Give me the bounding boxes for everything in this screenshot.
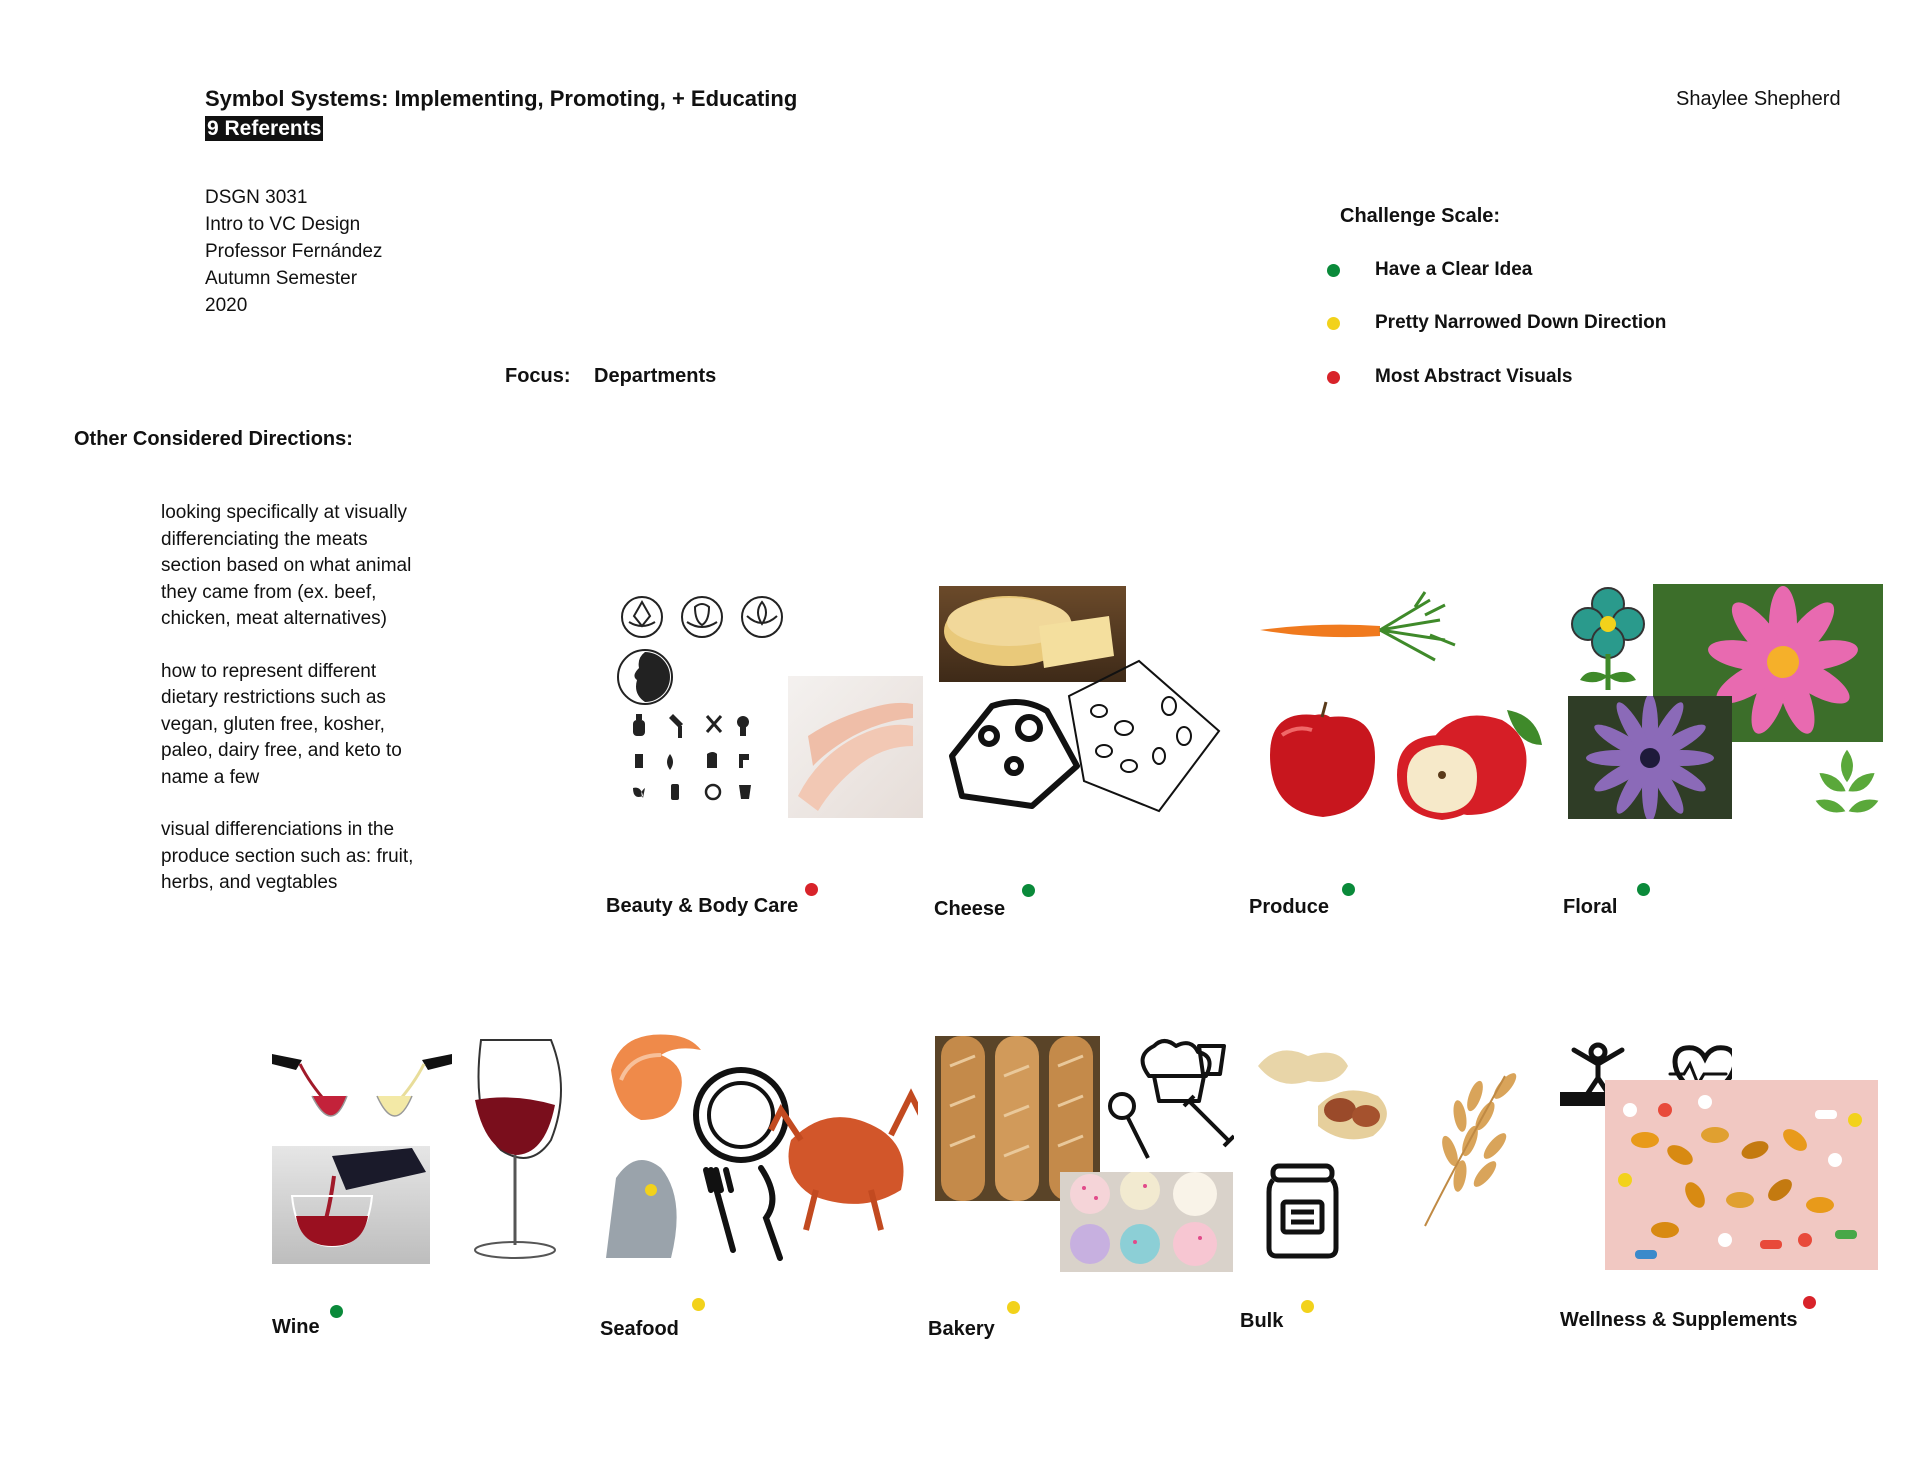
peanuts-image	[1248, 1036, 1398, 1146]
yellow-dot-icon	[692, 1298, 705, 1311]
carrot-image	[1255, 585, 1505, 675]
scale-item-clear	[1375, 259, 1532, 281]
dept-label-floral: Floral	[1563, 896, 1618, 918]
cupcakes-image	[1060, 1172, 1233, 1272]
yellow-dot-icon	[1301, 1300, 1314, 1313]
apples-image	[1262, 695, 1552, 820]
focus-label: Focus:	[505, 365, 571, 387]
course-name: Intro to VC Design	[205, 214, 361, 235]
purple-flower-image	[1568, 696, 1732, 819]
dept-label-seafood: Seafood	[600, 1318, 679, 1340]
dept-label-produce: Produce	[1249, 896, 1330, 918]
green-dot-icon	[1022, 884, 1035, 897]
page-title: Symbol Systems: Implementing, Promoting, + Educating	[205, 86, 798, 111]
scale-item-abstract	[1375, 366, 1572, 388]
challenge-scale-title: Challenge Scale:	[1340, 205, 1501, 227]
seafood-icons-image	[601, 1030, 918, 1268]
course-semester: Autumn Semester	[205, 268, 358, 289]
other-directions-title: Other Considered Directions:	[74, 428, 353, 450]
red-dot-icon	[805, 883, 818, 896]
dept-label-beauty: Beauty & Body Care	[606, 895, 799, 917]
green-dot-icon	[1327, 264, 1340, 277]
focus-value: Departments	[594, 365, 717, 387]
dept-label-wine: Wine	[272, 1316, 320, 1338]
green-dot-icon	[1342, 883, 1355, 896]
hands-lotion-image	[788, 676, 923, 818]
direction-paragraph: looking specifically at visually differenciating the meats section based on what animal they came from (ex. beef, chicken, meat alternatives)	[161, 502, 412, 629]
green-dot-icon	[330, 1305, 343, 1318]
succulent-icon	[1808, 742, 1886, 820]
course-professor: Professor Fernández	[205, 241, 383, 262]
dept-label-bulk: Bulk	[1240, 1310, 1284, 1332]
other-directions-list	[161, 500, 421, 923]
scale-item-narrowed	[1375, 312, 1666, 334]
wine-pour-image	[272, 1046, 452, 1146]
yellow-dot-icon	[1007, 1301, 1020, 1314]
scale-label: Pretty Narrowed Down Direction	[1375, 312, 1667, 333]
cheese-icons-image	[944, 646, 1229, 816]
green-dot-icon	[1637, 883, 1650, 896]
wine-glass-image	[463, 1030, 568, 1267]
red-dot-icon	[1327, 371, 1340, 384]
page-subtitle: 9 Referents	[207, 117, 322, 140]
direction-paragraph: how to represent different dietary restrictions such as vegan, gluten free, kosher, paleo, dairy free, and keto to name a few	[161, 660, 402, 788]
direction-paragraph: visual differenciations in the produce section such as: fruit, herbs, and vegtables	[161, 819, 414, 893]
jar-icon	[1265, 1160, 1340, 1260]
dept-label-wellness: Wellness & Supplements	[1560, 1309, 1798, 1331]
pills-image	[1605, 1080, 1878, 1270]
course-code: DSGN 3031	[205, 187, 308, 208]
beauty-icons-image	[615, 592, 790, 817]
wine-glass-pour-image	[272, 1146, 430, 1264]
yellow-dot-icon	[1327, 317, 1340, 330]
red-dot-icon	[1803, 1296, 1816, 1309]
scale-label: Most Abstract Visuals	[1375, 366, 1573, 387]
course-year: 2020	[205, 295, 248, 316]
course-info	[205, 184, 382, 319]
oats-image	[1405, 1056, 1533, 1234]
floral-clover-icon	[1566, 584, 1650, 696]
baking-icons-image	[1104, 1036, 1234, 1176]
dept-label-cheese: Cheese	[934, 898, 1006, 920]
scale-label: Have a Clear Idea	[1375, 259, 1533, 280]
dept-label-bakery: Bakery	[928, 1318, 995, 1340]
author-name: Shaylee Shepherd	[1676, 88, 1841, 110]
